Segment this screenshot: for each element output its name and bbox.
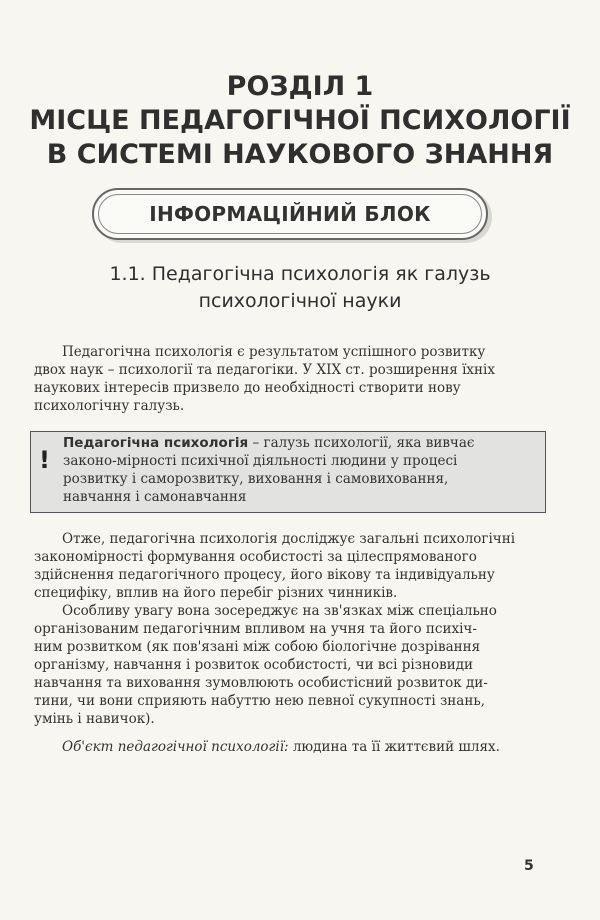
definition-line: законо-мірності психічної діяльності людини у процесі	[63, 453, 458, 469]
body-paragraph-2	[34, 602, 540, 728]
body-line: тини, чи вони сприяють набуттю нею певної сукупності знань,	[34, 693, 485, 709]
section-title	[0, 261, 600, 315]
definition-line-1-rest: – галузь психології, яка вивчає	[248, 435, 475, 451]
body-line: Отже, педагогічна психологія досліджує загальні психологічні	[62, 531, 516, 547]
object-text: людина та її життєвий шлях.	[288, 739, 500, 755]
intro-line: наукових інтересів призвело до необхідності створити нову	[34, 380, 461, 396]
chapter-title-line-1: МІСЦЕ ПЕДАГОГІЧНОЇ ПСИХОЛОГІЇ	[29, 105, 571, 136]
body-paragraph-1	[34, 530, 540, 602]
body-line	[62, 738, 540, 756]
definition-text	[63, 434, 541, 506]
definition-term: Педагогічна психологія	[63, 435, 249, 451]
section-title-line-1: 1.1. Педагогічна психологія як галузь	[109, 263, 491, 285]
intro-line: психологічну галузь.	[34, 398, 185, 414]
definition-box	[30, 431, 546, 513]
object-label: Об'єкт педагогічної психології:	[62, 739, 289, 755]
chapter-number: РОЗДІЛ 1	[226, 71, 374, 102]
chapter-heading	[0, 70, 600, 172]
body-line: навчання та виховання зумовлюють особистісний розвиток ди-	[34, 675, 488, 691]
definition-line: навчання і самонавчання	[63, 489, 247, 505]
chapter-title-line-2: В СИСТЕМІ НАУКОВОГО ЗНАННЯ	[46, 139, 554, 170]
definition-line: розвитку і саморозвитку, виховання і самовиховання,	[63, 471, 449, 487]
body-line: організованим педагогічним впливом на учня та його психіч-	[34, 621, 477, 637]
exclamation-icon: !	[39, 446, 50, 474]
body-line: Особливу увагу вона зосереджує на зв'язках між спеціально	[62, 603, 497, 619]
definition-line	[63, 434, 541, 452]
intro-line: двох наук – психології та педагогіки. У XIX ст. розширення їхніх	[34, 362, 495, 378]
intro-line: Педагогічна психологія є результатом успішного розвитку	[62, 344, 486, 360]
body-line: організму, навчання і розвиток особистості, чи всі різновиди	[34, 657, 474, 673]
body-line: умінь і навичок).	[34, 711, 155, 727]
info-block-label: ІНФОРМАЦІЙНИЙ БЛОК	[98, 194, 482, 234]
section-title-line-2: психологічної науки	[198, 290, 402, 312]
body-line: здійснення педагогічного процесу, його вікову та індивідуальну	[34, 567, 495, 583]
intro-paragraph	[34, 343, 540, 415]
info-block-banner	[92, 188, 488, 240]
body-paragraph-3	[62, 738, 540, 756]
body-line: закономірності формування особистості за цілеспрямованого	[34, 549, 477, 565]
body-line: ним розвитком (як пов'язані між собою біологічне дозрівання	[34, 639, 481, 655]
body-line: специфіку, вплив на його перебіг різних чинників.	[34, 585, 398, 601]
page-number: 5	[524, 858, 534, 874]
